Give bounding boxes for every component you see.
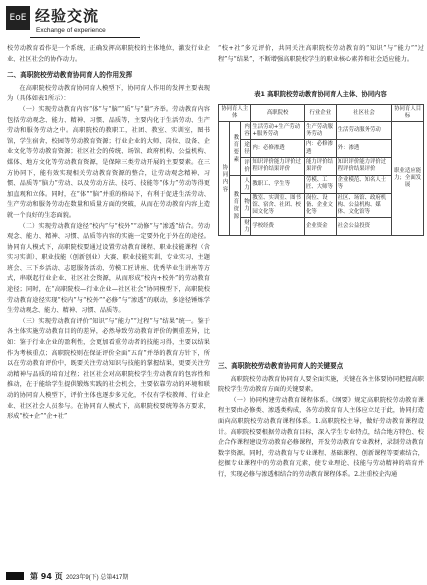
- table-row-label: 人力: [240, 175, 251, 193]
- left-column: [7, 44, 210, 423]
- column-logo-icon: EoE: [6, 6, 30, 30]
- table-cell: 岗位、设备、企业文化等: [304, 193, 336, 218]
- table-cell: 内：必修渗透: [251, 140, 305, 158]
- table-cell: 企业资金: [304, 218, 336, 236]
- table-row-label: 评价: [240, 158, 251, 176]
- paragraph: 在高职院校劳动教育协同育人模型下，协同育人作用的发挥主要表现为（具体如表1所示）：: [7, 84, 210, 103]
- paragraph: “校+社”多元评价，共同关注高职院校劳动教育的“知识”与“能力”“过程”与“结果”，不断增强高职院校学生的职业核心素养和社会适应能力。: [218, 45, 424, 63]
- table-row-label: 物力: [240, 193, 251, 218]
- table-cell: 学校经费: [251, 218, 305, 236]
- table-cell: 能力评价结果评价: [304, 158, 336, 176]
- paragraph: （三）实现劳动教育评价“知识”与“能力”“过程”与“结果”统一。鉴于各主体实施劳动教育目的的差异，必然导致劳动教育评价的侧重差异，比如：鉴于行业企业的盈利性，会更加看重劳动者的技能习得，主要以结果作为考核重点；高职院校则在保证评价全面“五育”并举的教育方针下，所以在劳动教育评价中，既要关注劳动知识与技能的掌握结果，更要关注劳动精神与品质的培育过程；社区社会对高职院校学生劳动教育的包容性和推动，在于能给学生提供锻炼实践的社会机会，主要依靠劳动的环境和联动的协同育人模型下，评价主体也逐步多元化，不仅有学校教师、行业企业、社区社会人员参与。在协同育人模式下，高职院校要统筹各方要求，形成“校+企”“企+社”: [7, 317, 210, 421]
- collaboration-table: [218, 104, 424, 236]
- table-header-cell: 行业企业: [304, 105, 336, 122]
- header-rule: [30, 37, 140, 38]
- section-heading-3: 三、高职院校劳动教育协同育人的关键要点: [218, 362, 344, 370]
- paragraph: （二）实现劳动教育途径“校内”与“校外”“动修”与“渗透”结合。劳动观念、能力、精神、习惯、品质等内容的实施一定要外化于外在的途径。协同育人模式下，高职院校要通过设置劳动教育课程、职业技能课程（含实习实训）、职业技能（创新创业）大赛、职业技能实训、专业实习、主题班会、三下乡活动、志愿服务活动、劳模工匠讲座、优秀毕业生讲座等方式，串联起行业企业、社区社会资源，从而形成“校内+校外”的劳动教育途径；同时，在“高职院校—行业企业—社区社会”协同模型下，高职院校劳动教育途径实现“校内”与“校外”“必修”与“渗透”的联动，多途径锤炼学生劳动观念、能力、精神、习惯、品质等。: [7, 222, 210, 315]
- table-cell: 企业模范、知名人士等: [336, 175, 392, 193]
- paragraph: 校劳动教育看作是一个系统，正确发挥高职院校的主体地位，激发行业企业、社区社会的协作动力。: [7, 45, 210, 63]
- table-cell: 社区、场馆、政府机构、公益机构、媒体、文化馆等: [336, 193, 392, 218]
- page-number: 第 94 页: [30, 572, 63, 581]
- table-cell: 外：渗透: [336, 140, 392, 158]
- table-subgroup-label: 教育资源: [229, 175, 240, 235]
- table-cell: 劳模、工匠、大师等: [304, 175, 336, 193]
- table-cell: 教室、实训室、图书馆、宿舍、社团、校园文化等: [251, 193, 305, 218]
- issue-info: 2023年9(下) 总第417期: [66, 575, 129, 581]
- table-cell: 知识评价能力评价过程评价结果评价: [336, 158, 392, 176]
- table-row-label: 途径: [240, 140, 251, 158]
- section-heading-2: 二、高职院校劳动教育协同育人的作用发挥: [7, 71, 133, 80]
- table-header-cell: 高职院校: [251, 105, 305, 122]
- table-cell: 教职工、学生等: [251, 175, 305, 193]
- table-header-cell: 协同育人主体: [219, 105, 251, 122]
- table-subgroup-label: 教育要素: [229, 122, 240, 175]
- table-group-label: 协同内容: [219, 122, 230, 236]
- table-row-label: 财力: [240, 218, 251, 236]
- table-header-row: [219, 105, 424, 122]
- table-cell: 内：必修渗透: [304, 140, 336, 158]
- section-subtitle: Exchange of experience: [36, 27, 106, 34]
- paragraph: 高职院校劳动教育协同育人要全面实施，关键在各主体要协同把握高职院校学生劳动教育方面的关键要素。: [218, 375, 424, 394]
- table-row: [219, 122, 424, 140]
- page-header: [0, 0, 427, 42]
- table-cell: 社会公益投资: [336, 218, 392, 236]
- table-row-label: 内容: [240, 122, 251, 140]
- table-goal-cell: 职业适应能力；全面发展: [392, 122, 424, 236]
- page-footer: [0, 562, 427, 585]
- table-cell: 生活劳动服务劳动: [336, 122, 392, 140]
- table-header-cell: 协同育人目标: [392, 105, 424, 122]
- table-cell: 生活劳动+生产劳动+服务劳动: [251, 122, 305, 140]
- paragraph: （一）协同构建劳动教育课程体系。《纲要》规定高职院校劳动教育课程主要由必修类、渗透类构成，各劳动教育育人主体应立足于此，协同打造面向高职院校劳动教育课程体系。1.高职院校主导，做好劳动教育课程设计。高职院校要根据劳动教育目标，深入学生专业特点，结合地方特色、校企合作课程建设劳动教育必修课程，开发劳动教育专业教材，录制劳动教育数字资源。同时，劳动教育与专业课程、基础课程、创新课程等要素结合，挖掘专业课程中的劳动教育元素，使专业理论、技能与劳动精神的培育并行，实现必修与渗透相结合的劳动教育课程体系。2.注重校企沟通: [218, 396, 424, 478]
- table-header-cell: 社区社会: [336, 105, 392, 122]
- right-column-bottom: [218, 356, 424, 481]
- table-cell: 知识评价能力评价过程评价结果评价: [251, 158, 305, 176]
- footer-bar: [6, 572, 24, 580]
- table-caption: 表1 高职院校劳动教育协同育人主体、协同内容: [254, 91, 387, 98]
- paragraph: （一）实现劳动教育内容“体”与“脑”“质”与“量”齐举。劳动教育内容包括劳动观念、能力、精神、习惯、品质等，主要内化于生活劳动、生产劳动和服务劳动之中。高职院校的教职工，社团、教室、实训室，图书馆，学生宿舍，校园等劳动教育资源；行业企业的大师、岗位、设备、企业文化等劳动教育资源；社区社会的传统、场馆、政府机构、公益机构、媒体、地方文化等劳动教育资源，是保障三类劳动开展的主要要素。在三方协同下，能有效实现相关劳动教育资源的整合，让劳动观念精神、习惯、品质等“脑力”劳动、以及劳动方法、技巧、技能等“体力”劳动等得更加直观和立体。同时，在“体”“脑”并重的格局下，有利于促进生活劳动、生产劳动和服务劳动在数量和质量方面的突破，从而在劳动教育内容上造就一个良好的生态面貌。: [7, 105, 210, 219]
- section-title: 经验交流: [35, 7, 100, 25]
- table-cell: 生产劳动服务劳动: [304, 122, 336, 140]
- right-column-top: [218, 44, 424, 65]
